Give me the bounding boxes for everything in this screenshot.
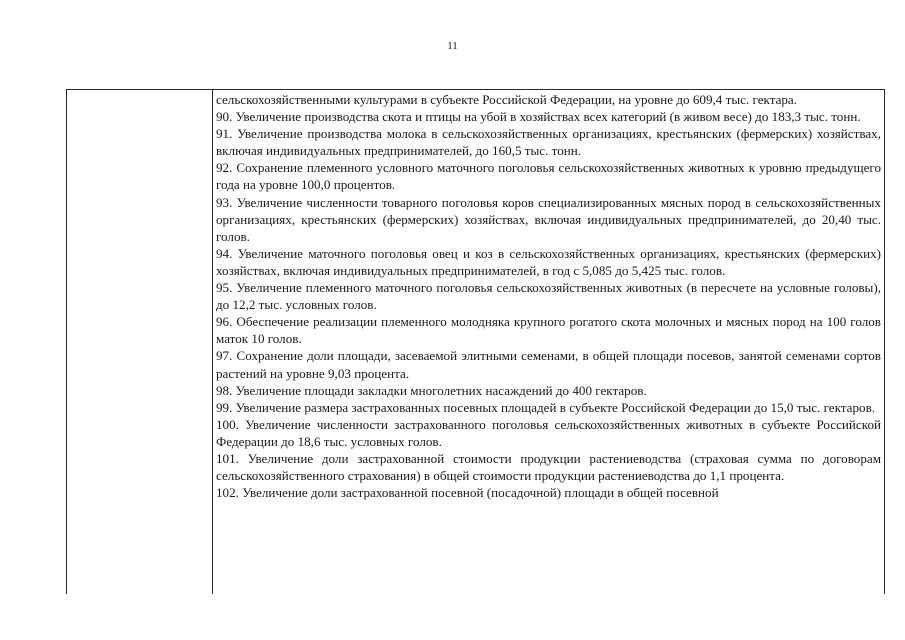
paragraph-item-101: 101. Увеличение доли застрахованной стоимости продукции растениеводства (страховая сумма по договорам сельскохозяйственного страхования) в общей стоимости продукции растениеводства до 1,1 процента. — [216, 450, 881, 484]
page-number: 11 — [447, 40, 458, 52]
paragraph-item-99: 99. Увеличение размера застрахованных посевных площадей в субъекте Российской Федерации до 15,0 тыс. гектаров. — [216, 399, 876, 415]
paragraph-item-91: 91. Увеличение производства молока в сельскохозяйственных организациях, крестьянских (фермерских) хозяйствах, включая индивидуальных предпринимателей, до 160,5 тыс. тонн. — [216, 126, 881, 159]
paragraph-continuation: сельскохозяйственными культурами в субъекте Российской Федерации, на уровне до 609,4 тыс. гектара. — [216, 92, 798, 107]
paragraph-item-100: 100. Увеличение численности застрахованного поголовья сельскохозяйственных животных в субъекте Российской Федерации до 18,6 тыс. условных голов. — [216, 416, 881, 449]
paragraph-item-92: 92. Сохранение племенного условного маточного поголовья сельскохозяйственных животных к уровню предыдущего года на уровне 100,0 процентов. — [216, 160, 881, 193]
paragraph-item-102: 102. Увеличение доли застрахованной посевной (посадочной) площади в общей посевной — [216, 485, 719, 501]
paragraph-item-95: 95. Увеличение племенного маточного поголовья сельскохозяйственных животных (в пересчете на условные головы), до 12,2 тыс. условных голов. — [216, 280, 881, 313]
document-table — [66, 89, 885, 594]
table-right-column — [213, 90, 884, 594]
paragraph-item-93: 93. Увеличение численности товарного поголовья коров специализированных мясных пород в сельскохозяйственных организациях, крестьянских (фермерских) хозяйствах, включая индивидуальных предпринимателей, до 20,40 тыс. голов. — [216, 194, 881, 244]
paragraph-item-94: 94. Увеличение маточного поголовья овец и коз в сельскохозяйственных организациях, крестьянских (фермерских) хозяйствах, включая индивидуальных предпринимателей, в год с 5,085 до 5,425 тыс. голов. — [216, 245, 881, 278]
paragraph-item-90: 90. Увеличение производства скота и птицы на убой в хозяйствах всех категорий (в живом весе) до 183,3 тыс. тонн. — [216, 109, 861, 125]
paragraph-item-98: 98. Увеличение площади закладки многолетних насаждений до 400 гектаров. — [216, 382, 647, 398]
paragraph-item-97: 97. Сохранение доли площади, засеваемой элитными семенами, в общей площади посевов, занятой семенами сортов растений на уровне 9,03 процента. — [216, 348, 881, 381]
table-left-column — [67, 90, 213, 594]
paragraph-item-96: 96. Обеспечение реализации племенного молодняка крупного рогатого скота молочных и мясных пород на 100 голов маток 10 голов. — [216, 314, 881, 347]
